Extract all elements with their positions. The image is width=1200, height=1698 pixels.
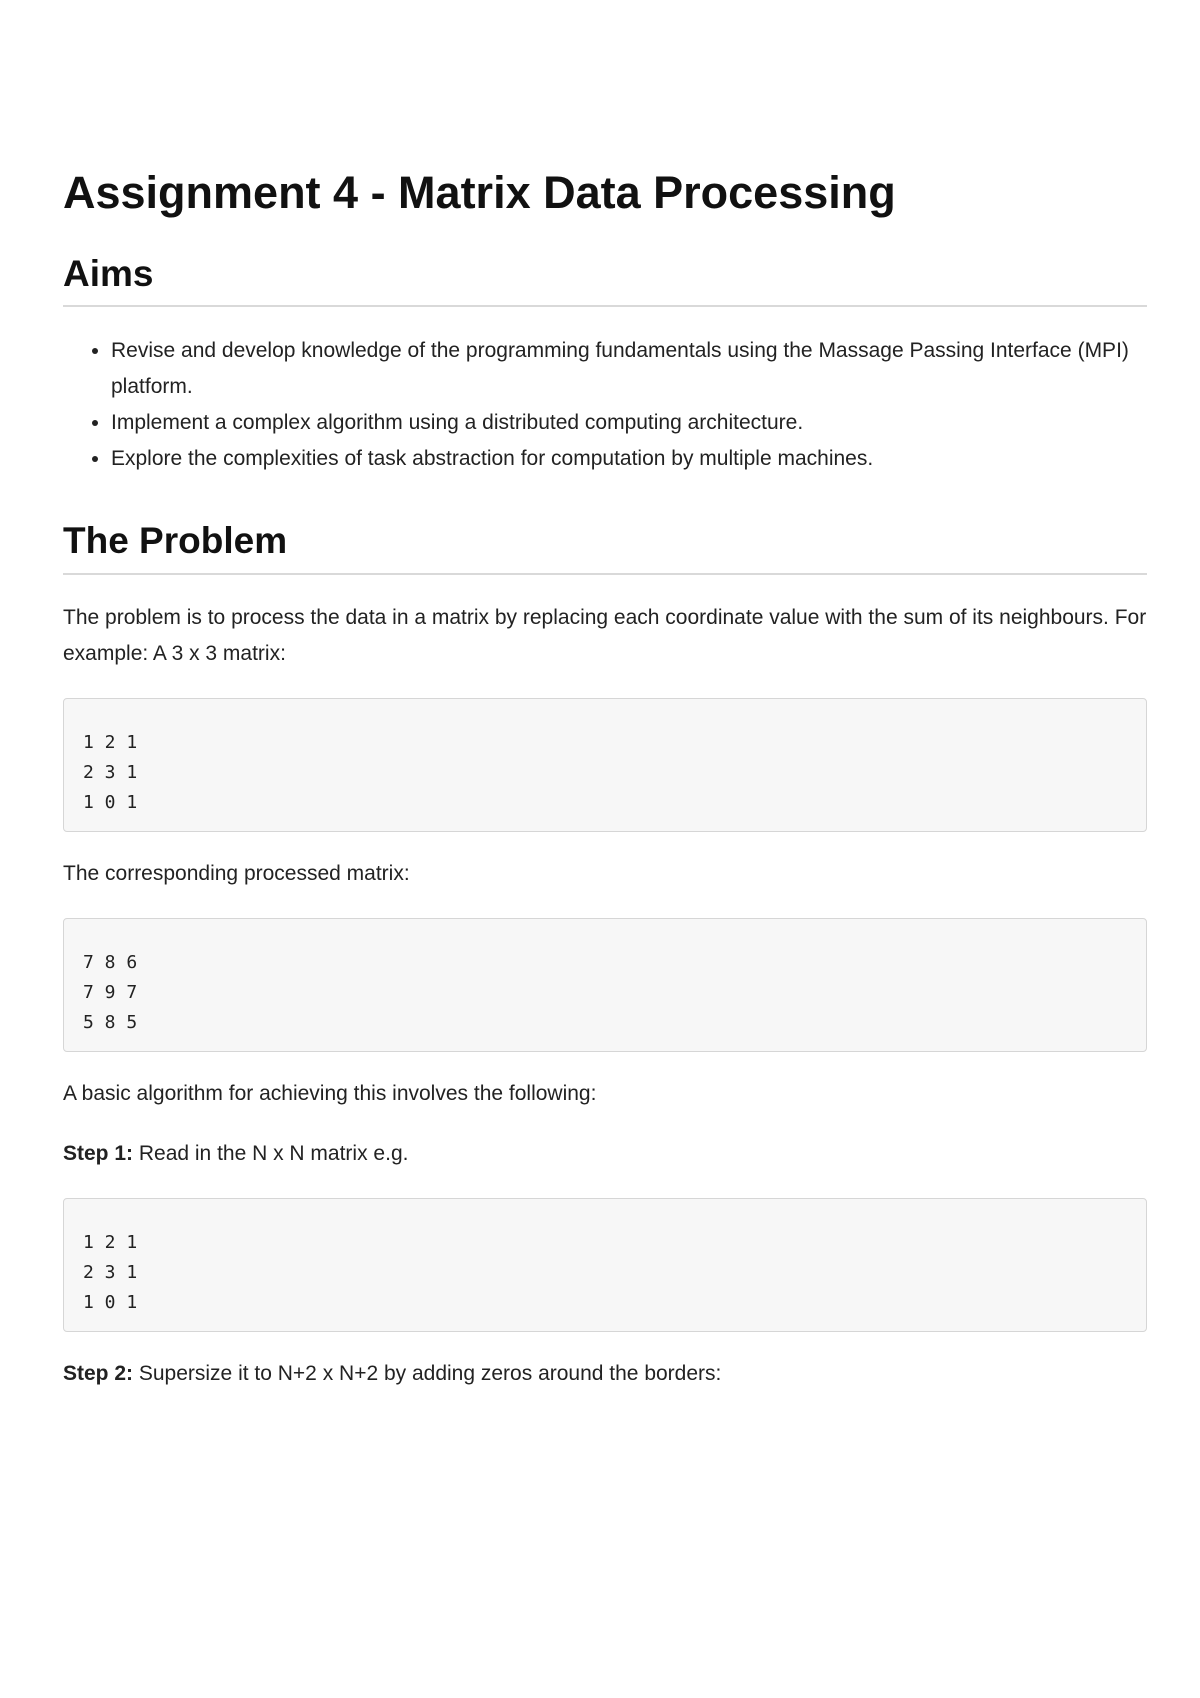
step-1-paragraph xyxy=(63,1136,1147,1172)
aims-list-item: • Explore the complexities of task abstraction for computation by multiple machines. xyxy=(111,441,1147,477)
step-1-label: Step 1: xyxy=(63,1141,134,1165)
example-matrix-code-block: 1 2 1 2 3 1 1 0 1 xyxy=(63,698,1147,832)
step-2-label: Step 2: xyxy=(63,1361,134,1385)
problem-intro: The problem is to process the data in a matrix by replacing each coordinate value with the sum of its neighbours. For example: A 3 x 3 matrix: xyxy=(63,605,1147,665)
page-title: Assignment 4 - Matrix Data Processing xyxy=(63,167,896,218)
step-1-text: Read in the N x N matrix e.g. xyxy=(133,1141,409,1165)
aims-list-item: • Implement a complex algorithm using a distributed computing architecture. xyxy=(111,405,1147,441)
algorithm-intro: A basic algorithm for achieving this involves the following: xyxy=(63,1081,597,1105)
processed-matrix-code-block: 7 8 6 7 9 7 5 8 5 xyxy=(63,918,1147,1052)
aims-list xyxy=(63,333,1147,477)
aims-heading: Aims xyxy=(63,254,1147,308)
aims-list-item: • Revise and develop knowledge of the programming fundamentals using the Massage Passing Interface (MPI) platform. xyxy=(111,333,1147,405)
problem-heading: The Problem xyxy=(63,521,1147,575)
step-1-matrix-code-block: 1 2 1 2 3 1 1 0 1 xyxy=(63,1198,1147,1332)
step-2-paragraph xyxy=(63,1356,1147,1392)
processed-matrix-label: The corresponding processed matrix: xyxy=(63,861,410,885)
step-2-text: Supersize it to N+2 x N+2 by adding zeros around the borders: xyxy=(133,1361,722,1385)
document-page xyxy=(63,168,1147,1392)
